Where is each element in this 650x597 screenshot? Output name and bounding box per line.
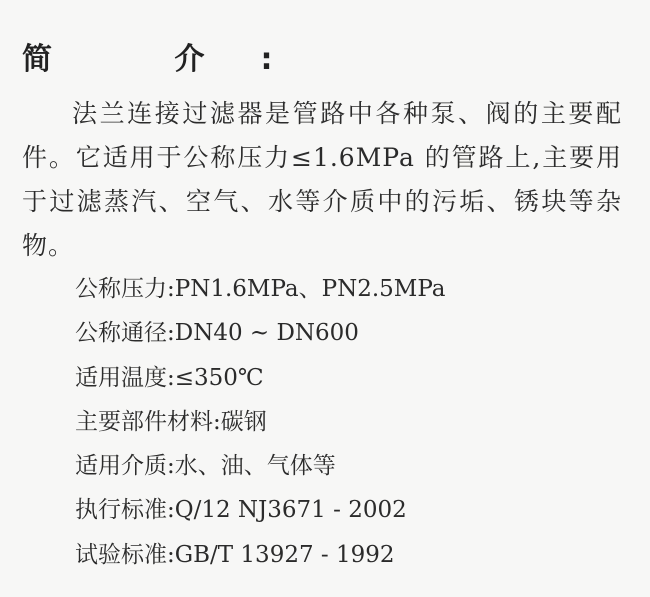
spec-material: 主要部件材料:碳钢 bbox=[75, 408, 267, 435]
spec-medium: 适用介质:水、油、气体等 bbox=[75, 453, 336, 480]
intro-paragraph: 法兰连接过滤器是管路中各种泵、阀的主要配件。它适用于公称压力≤1.6MPa 的管路上,主要用于过滤蒸汽、空气、水等介质中的污垢、锈块等杂物。 bbox=[22, 99, 622, 260]
section-heading: 简 介: bbox=[22, 42, 329, 77]
spec-list bbox=[75, 267, 446, 577]
spec-test-standard: 试验标准:GB/T 13927 - 1992 bbox=[75, 541, 395, 568]
spec-execution-standard: 执行标准:Q/12 NJ3671 - 2002 bbox=[75, 497, 407, 524]
spec-nominal-pressure: 公称压力:PN1.6MPa、PN2.5MPa bbox=[75, 276, 446, 302]
spec-nominal-diameter: 公称通径:DN40 ~ DN600 bbox=[75, 320, 359, 347]
spec-temperature: 适用温度:≤350℃ bbox=[75, 364, 264, 391]
